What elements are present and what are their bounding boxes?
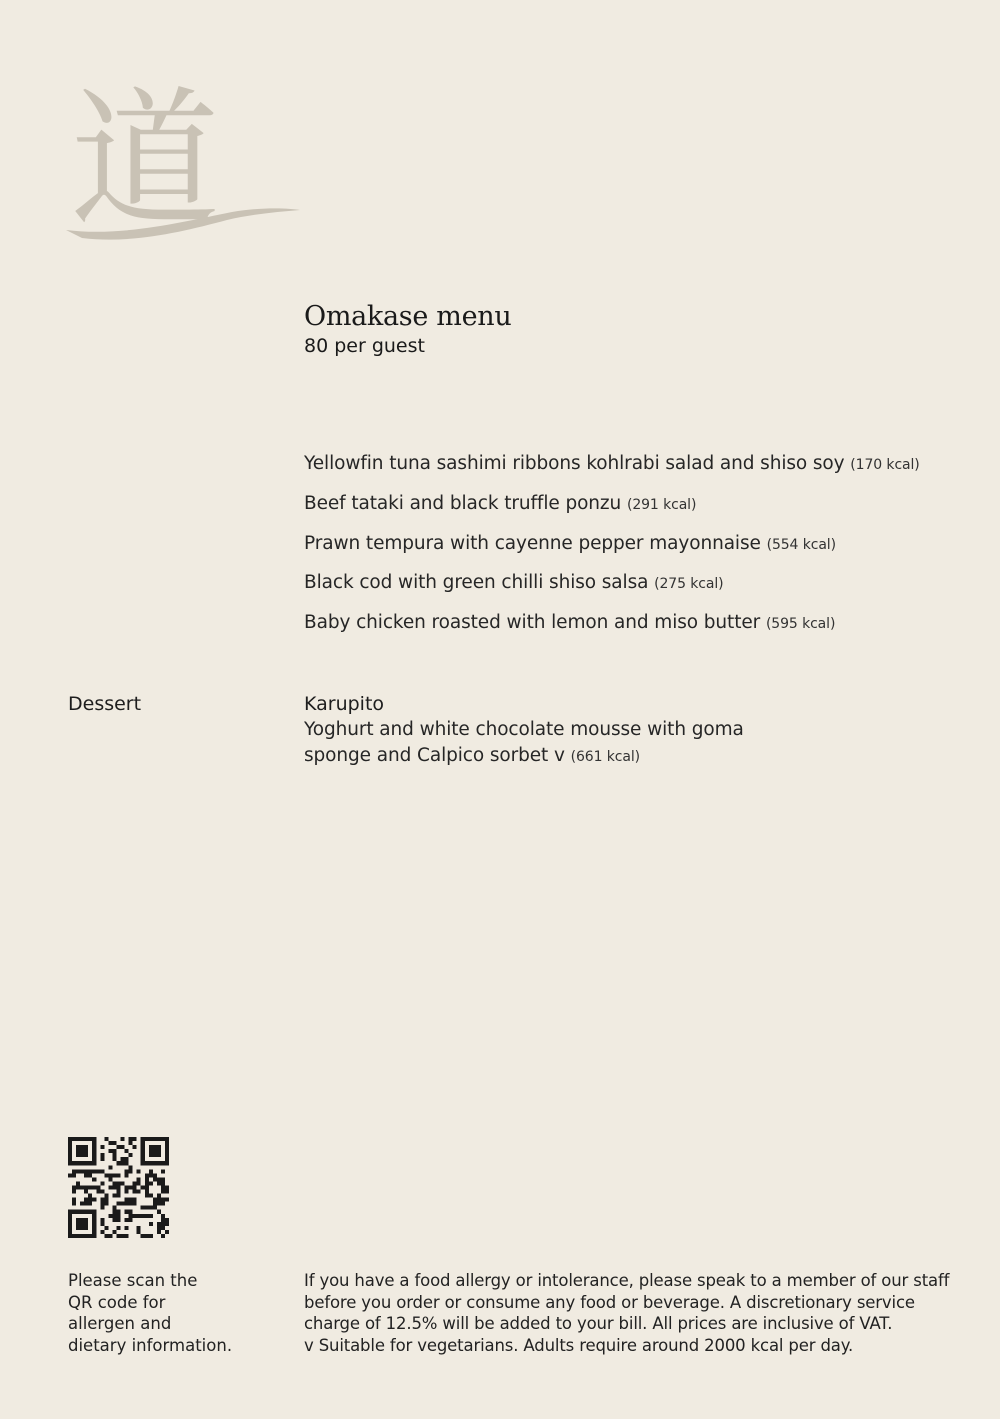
footer-disclaimer	[304, 1270, 950, 1356]
course-kcal: (554 kcal)	[766, 536, 836, 553]
course-list	[304, 452, 920, 651]
dessert-kcal: (661 kcal)	[570, 749, 640, 765]
course-kcal: (291 kcal)	[626, 496, 697, 513]
footer-line: If you have a food allergy or intolerance, please speak to a member of our staff	[304, 1271, 950, 1290]
course-name: Yellowfin tuna sashimi ribbons kohlrabi salad and shiso soy	[304, 453, 845, 474]
course-item	[304, 611, 920, 651]
course-kcal: (275 kcal)	[654, 576, 724, 593]
qr-instruction-note: Please scan the QR code for allergen and dietary information.	[68, 1271, 233, 1355]
course-name: Beef tataki and black truffle ponzu	[304, 492, 622, 514]
dessert-description-line-2	[304, 743, 764, 770]
dessert-item	[304, 691, 764, 770]
footer-line: before you order or consume any food or beverage. A discretionary service	[304, 1292, 915, 1312]
dessert-description-text: sponge and Calpico sorbet v	[304, 745, 565, 766]
menu-title: Omakase menu	[304, 301, 512, 332]
course-kcal: (595 kcal)	[765, 616, 836, 633]
logo-character: 道	[70, 74, 221, 248]
course-item	[304, 492, 920, 532]
dessert-section-label: Dessert	[68, 693, 142, 715]
course-item	[304, 452, 920, 492]
course-kcal: (170 kcal)	[850, 457, 920, 473]
menu-header	[304, 300, 511, 358]
course-item	[304, 571, 920, 611]
dessert-name: Karupito	[304, 693, 385, 715]
menu-price: 80 per guest	[304, 335, 425, 357]
course-item	[304, 532, 920, 572]
course-name: Black cod with green chilli shiso salsa	[304, 572, 649, 594]
dessert-description-line-1: Yoghurt and white chocolate mousse with goma	[304, 719, 744, 740]
qr-code[interactable]	[68, 1137, 169, 1238]
footer-line: charge of 12.5% will be added to your bill. All prices are inclusive of VAT.	[304, 1314, 893, 1333]
calligraphy-logo	[62, 62, 302, 252]
footer-line: v Suitable for vegetarians. Adults require around 2000 kcal per day.	[304, 1335, 854, 1355]
course-name: Prawn tempura with cayenne pepper mayonnaise	[304, 532, 761, 554]
course-name: Baby chicken roasted with lemon and miso butter	[304, 612, 761, 634]
